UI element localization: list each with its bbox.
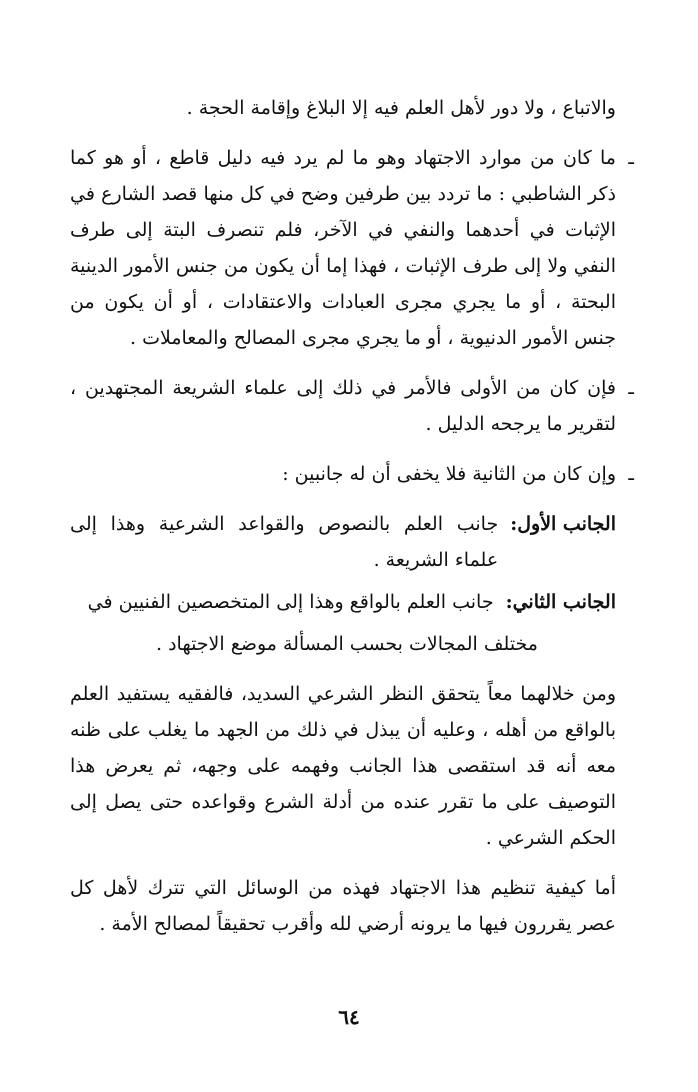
side-one-label: الجانب الأول:: [510, 513, 616, 535]
paragraph-ijtihad-sources: ما كان من موارد الاجتهاد وهو ما لم يرد فيه دليل قاطع ، أو هو كما ذكر الشاطبي : ما تردد بين طرفين وضح في كل منها قصد الشارع في الإثبات في أحدهما والنفي في الآخر، فلم تنصرف البتة إلى طرف النفي ولا إلى طرف الإثبات ، فهذا إما أن يكون من جنس الأمور الدينية البحتة ، أو ما يجري مجرى العبادات والاعتقادات ، أو أن يكون من جنس الأمور الدنيوية ، أو ما يجري مجرى المصالح والمعاملات .: [70, 147, 616, 349]
page-body: [70, 90, 634, 956]
side-two: [70, 584, 616, 620]
bullet-dash: ـ: [628, 377, 634, 399]
side-one-text: جانب العلم بالنصوص والقواعد الشرعية وهذا إلى علماء الشريعة .: [70, 513, 499, 571]
page-number: ٦٤: [338, 1005, 360, 1029]
paragraph-intro: والاتباع ، ولا دور لأهل العلم فيه إلا البلاغ وإقامة الحجة .: [186, 97, 616, 119]
side-two-continuation: مختلف المجالات بحسب المسألة موضع الاجتهاد .: [155, 633, 538, 655]
side-one: [70, 506, 616, 578]
paragraph-organization: أما كيفية تنظيم هذا الاجتهاد فهذه من الوسائل التي تترك لأهل كل عصر يقررون فيها ما يرونه أرضي لله وأقرب تحقيقاً لمصالح الأمة .: [70, 877, 616, 935]
bullet-first-type: [70, 370, 634, 442]
bullet-dash: ـ: [628, 463, 634, 485]
paragraph-first-type: فإن كان من الأولى فالأمر في ذلك إلى علماء الشريعة المجتهدين ، لتقرير ما يرجحه الدليل .: [70, 377, 616, 435]
side-two-label: الجانب الثاني:: [505, 591, 616, 613]
side-two-text: جانب العلم بالواقع وهذا إلى المتخصصين الفنيين في: [87, 591, 494, 613]
paragraph-second-type: وإن كان من الثانية فلا يخفى أن له جانبين :: [282, 463, 616, 485]
bullet-second-type: [70, 456, 634, 492]
bullet-ijtihad-sources: [70, 140, 634, 356]
paragraph-combined-view: ومن خلالهما معاً يتحقق النظر الشرعي السديد، فالفقيه يستفيد العلم بالواقع من أهله ، وعليه أن يبذل في ذلك من الجهد ما يغلب على ظنه معه أنه قد استقصى هذا الجانب وفهمه على وجهه، ثم يعرض هذا التوصيف على ما تقرر عنده من أدلة الشرع وقواعده حتى يصل إلى الحكم الشرعي .: [70, 683, 616, 849]
bullet-dash: ـ: [628, 147, 634, 169]
